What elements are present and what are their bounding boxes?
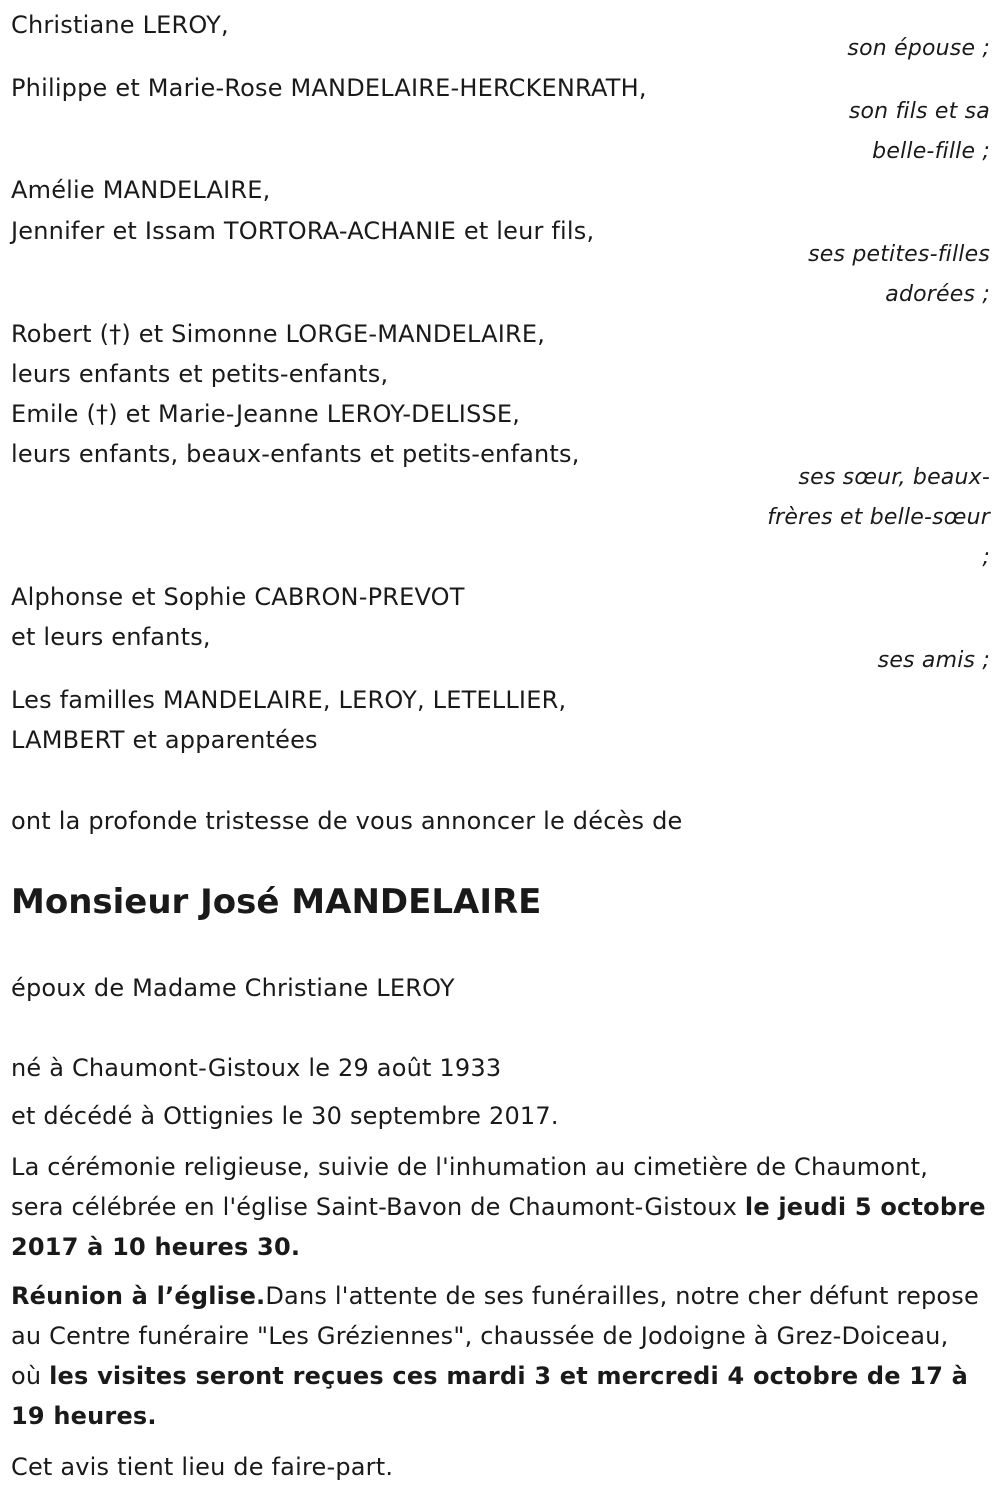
- family-line-families-1: Les familles MANDELAIRE, LEROY, LETELLIER,: [11, 686, 567, 714]
- ceremony-paragraph: [11, 1147, 986, 1267]
- death-line: et décédé à Ottignies le 30 septembre 2017.: [11, 1102, 559, 1130]
- relation-siblings-2: frères et belle-sœur: [767, 505, 990, 530]
- family-line-families-2: LAMBERT et apparentées: [11, 726, 318, 754]
- relation-friends: ses amis ;: [877, 648, 990, 673]
- family-line-spouse: Christiane LEROY,: [11, 11, 229, 39]
- family-line-granddaughter-2: Jennifer et Issam TORTORA-ACHANIE et leur fils,: [11, 217, 595, 245]
- relation-granddaughters-2: adorées ;: [885, 282, 990, 307]
- announcement-text: ont la profonde tristesse de vous annoncer le décès de: [11, 807, 683, 835]
- visits-schedule: les visites seront reçues ces mardi 3 et mercredi 4 octobre de 17 à 19 heures.: [11, 1362, 969, 1430]
- family-line-sibling-1: Robert (†) et Simonne LORGE-MANDELAIRE,: [11, 320, 546, 348]
- birth-line: né à Chaumont-Gistoux le 29 août 1933: [11, 1054, 502, 1082]
- family-line-sibling-2: Emile (†) et Marie-Jeanne LEROY-DELISSE,: [11, 400, 521, 428]
- family-line-friends-2: et leurs enfants,: [11, 623, 211, 651]
- spouse-line: époux de Madame Christiane LEROY: [11, 974, 455, 1002]
- family-line-sibling-2-children: leurs enfants, beaux-enfants et petits-enfants,: [11, 440, 580, 468]
- deceased-name: Monsieur José MANDELAIRE: [11, 882, 542, 922]
- relation-granddaughters-1: ses petites-filles: [808, 242, 990, 267]
- relation-siblings-1: ses sœur, beaux-: [798, 465, 990, 490]
- ceremony-text: La cérémonie religieuse, suivie de l'inhumation au cimetière de Chaumont, sera célébrée en l'église Saint-Bavon de Chaumont-Gistoux: [11, 1153, 929, 1221]
- relation-son-2: belle-fille ;: [872, 139, 990, 164]
- closing-line: Cet avis tient lieu de faire-part.: [11, 1453, 394, 1481]
- family-line-friends-1: Alphonse et Sophie CABRON-PREVOT: [11, 583, 465, 611]
- visits-paragraph: [11, 1276, 986, 1436]
- family-line-sibling-1-children: leurs enfants et petits-enfants,: [11, 360, 389, 388]
- relation-spouse: son épouse ;: [847, 36, 990, 61]
- relation-son-1: son fils et sa: [848, 99, 990, 124]
- relation-siblings-3: ;: [982, 545, 990, 570]
- ceremony-date: le jeudi 5 octobre 2017 à 10 heures 30.: [11, 1193, 986, 1261]
- family-line-son: Philippe et Marie-Rose MANDELAIRE-HERCKENRATH,: [11, 74, 647, 102]
- visits-text: Dans l'attente de ses funérailles, notre cher défunt repose au Centre funéraire "Les Gréziennes", chaussée de Jodoigne à Grez-Doiceau, où: [11, 1282, 979, 1390]
- meeting-note: Réunion à l’église.: [11, 1282, 266, 1310]
- family-line-granddaughter-1: Amélie MANDELAIRE,: [11, 176, 271, 204]
